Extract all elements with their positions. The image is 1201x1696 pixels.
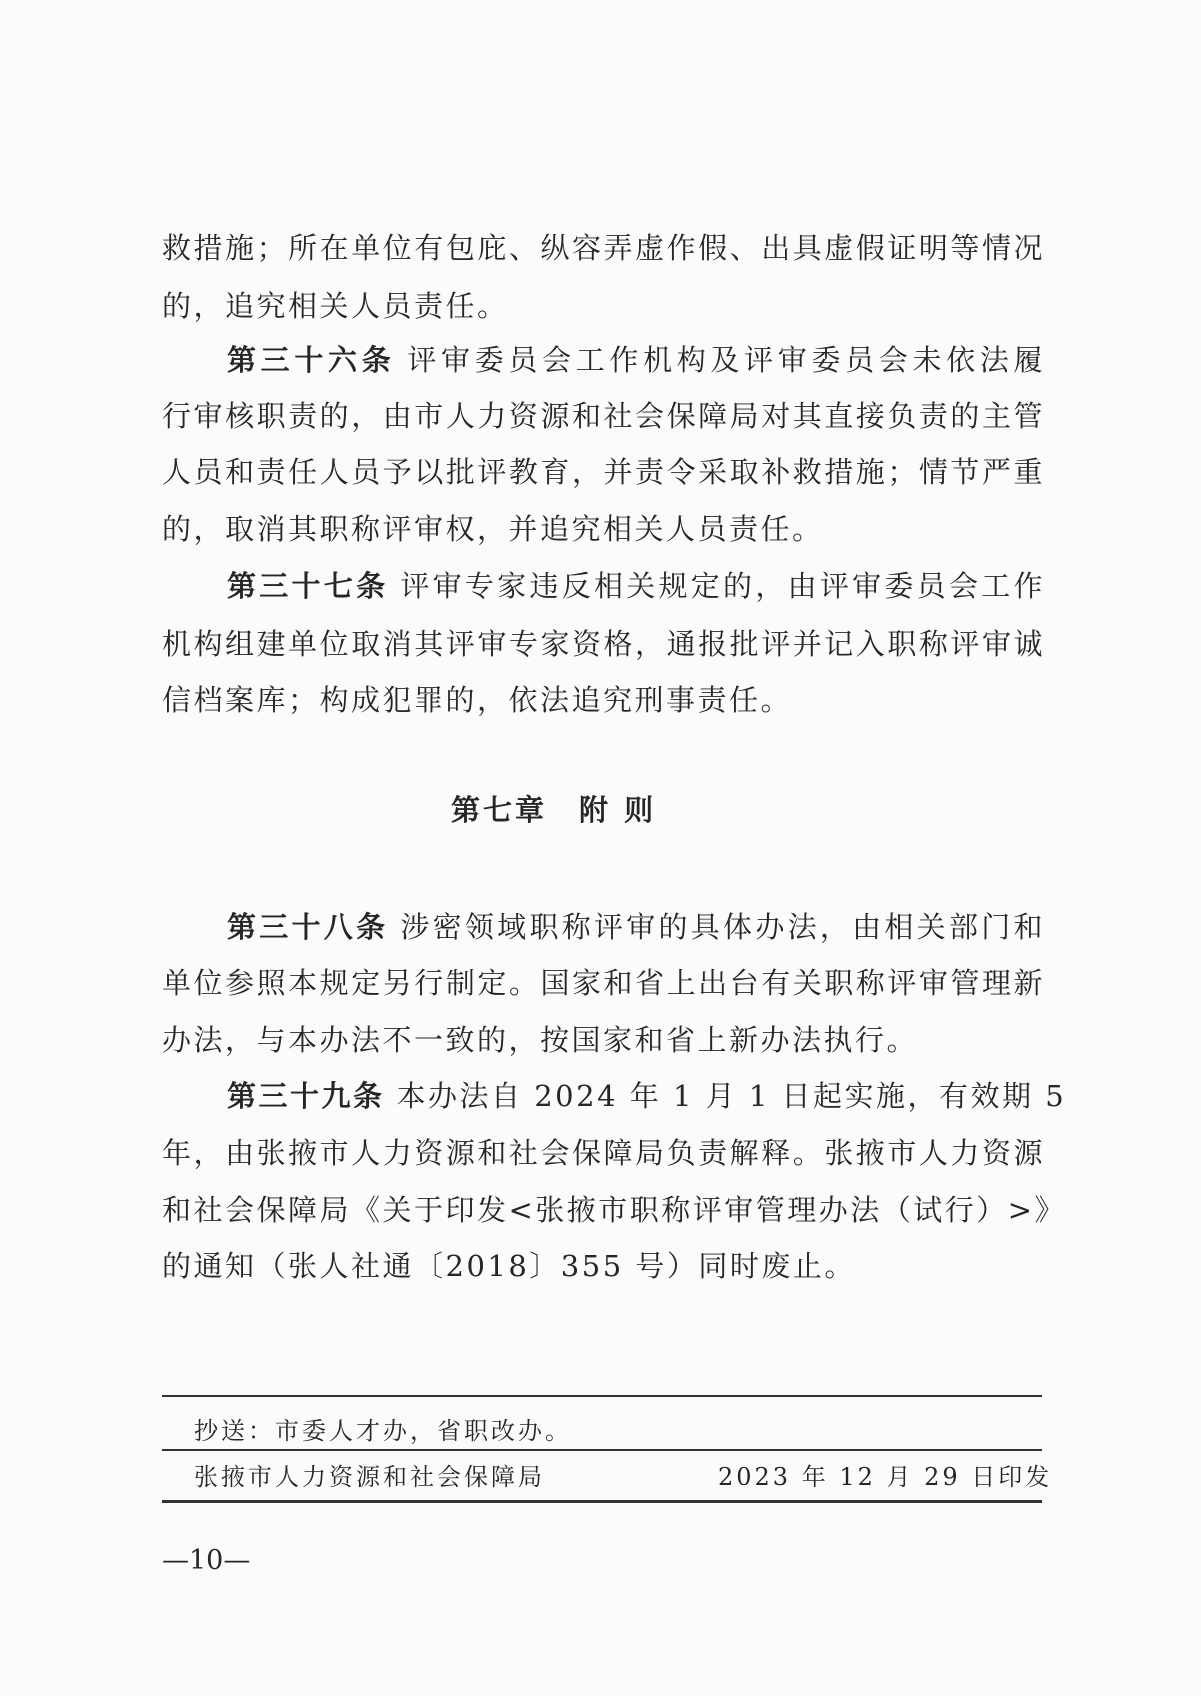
article-text: 本办法自 2024 年 1 月 1 日起实施，有效期 5 [396,1079,1067,1113]
article-label: 第三十九条 [227,1079,385,1113]
paragraph-line: 年，由张掖市人力资源和社会保障局负责解释。张掖市人力资源 [162,1136,1045,1170]
page-number: —10— [162,1545,251,1576]
paragraph-line: 办法，与本办法不一致的，按国家和省上新办法执行。 [162,1023,919,1057]
article-text: 评审委员会工作机构及评审委员会未依法履 [407,343,1045,377]
footer-rule-bottom [162,1500,1042,1503]
article-first-line [227,907,1045,947]
paragraph-line: 的，追究相关人员责任。 [162,289,509,323]
article-label: 第三十六条 [227,343,396,377]
article-label: 第三十七条 [227,569,389,603]
paragraph-line: 和社会保障局《关于印发<张掖市职称评审管理办法（试行）>》 [162,1193,1067,1227]
paragraph-line: 救措施；所在单位有包庇、纵容弄虚作假、出具虚假证明等情况 [162,231,1045,265]
article-first-line [227,566,1045,606]
paragraph-line: 信档案库；构成犯罪的，依法追究刑事责任。 [162,683,793,717]
issue-date: 2023 年 12 月 29 日印发 [718,1463,1053,1491]
chapter-heading: 第七章 附 则 [451,793,657,827]
paragraph-line: 的通知（张人社通〔2018〕355 号）同时废止。 [162,1249,856,1283]
footer-rule-top [162,1395,1042,1397]
article-label: 第三十八条 [227,910,389,944]
paragraph-line: 行审核职责的，由市人力资源和社会保障局对其直接负责的主管 [162,399,1045,433]
article-text: 评审专家违反相关规定的，由评审委员会工作 [400,569,1045,603]
paragraph-line: 的，取消其职称评审权，并追究相关人员责任。 [162,512,824,546]
cc-line: 抄送：市委人才办，省职改办。 [194,1417,572,1445]
footer-rule-middle [162,1449,1042,1451]
paragraph-line: 机构组建单位取消其评审专家资格，通报批评并记入职称评审诚 [162,627,1045,661]
article-first-line [227,1076,1067,1116]
paragraph-line: 人员和责任人员予以批评教育，并责令采取补救措施；情节严重 [162,455,1045,489]
article-first-line [227,340,1045,380]
issuer: 张掖市人力资源和社会保障局 [194,1463,545,1491]
paragraph-line: 单位参照本规定另行制定。国家和省上出台有关职称评审管理新 [162,966,1045,1000]
article-text: 涉密领域职称评审的具体办法，由相关部门和 [400,910,1045,944]
